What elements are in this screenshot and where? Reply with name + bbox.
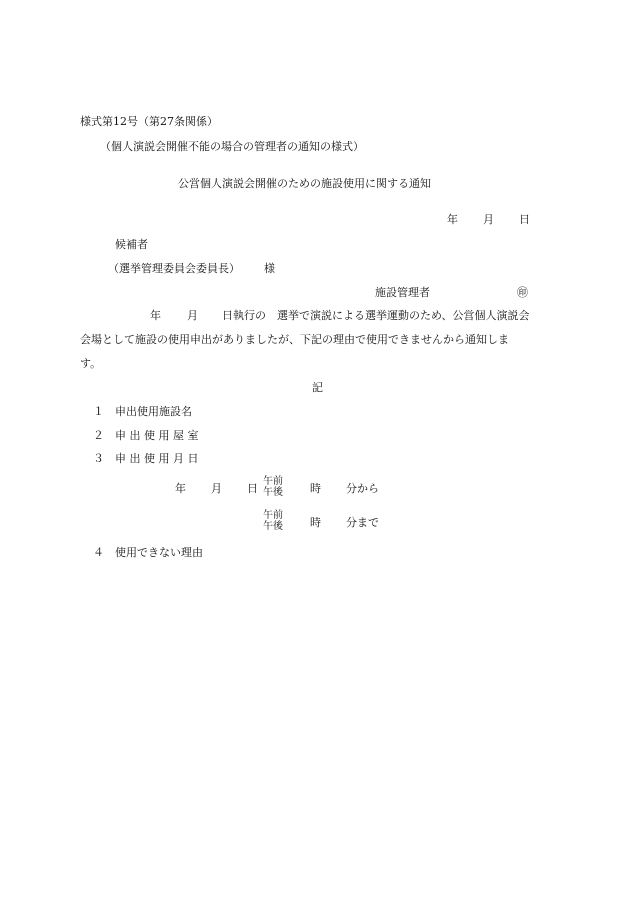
- hour-label-from: 時: [310, 482, 321, 495]
- schedule-month: 月: [211, 482, 222, 495]
- body-day-text: 日執行の 選挙で演説による選挙運動のため、公営個人演説会: [222, 309, 530, 322]
- date-year: 年: [447, 213, 458, 226]
- recipient-committee: （選挙管理委員会委員長）: [108, 262, 240, 275]
- recipient-candidate: 候補者: [115, 238, 148, 251]
- am-pm-stack-until: [263, 510, 283, 532]
- document-title: 公営個人演説会開催のための施設使用に関する通知: [178, 177, 431, 190]
- item-number: ２: [93, 429, 104, 442]
- item-label: 使用できない理由: [115, 546, 203, 559]
- am-pm-stack-from: [263, 476, 283, 498]
- sender-label: 施設管理者: [375, 286, 430, 299]
- body-line-2: 会場として施設の使用申出がありましたが、下記の理由で使用できませんから通知しま: [80, 333, 509, 346]
- date-day: 日: [519, 213, 530, 226]
- until-label: 分まで: [346, 516, 379, 529]
- body-year: 年: [150, 309, 161, 322]
- schedule-day: 日: [247, 482, 258, 495]
- form-number: 様式第12号（第27条関係）: [80, 115, 218, 128]
- from-label: 分から: [346, 482, 379, 495]
- body-month: 月: [187, 309, 198, 322]
- item-number: ３: [93, 452, 104, 465]
- item-number: １: [93, 405, 104, 418]
- body-line-3: す。: [80, 357, 102, 370]
- ki-heading: 記: [312, 381, 323, 394]
- item-label: 申 出 使 用 月 日: [115, 452, 199, 465]
- hour-label-until: 時: [310, 516, 321, 529]
- item-label: 申 出 使 用 屋 室: [115, 429, 199, 442]
- am-label: 午前: [263, 510, 283, 521]
- pm-label: 午後: [263, 487, 283, 498]
- item-number: ４: [93, 546, 104, 559]
- seal-mark: ㊞: [517, 286, 528, 299]
- date-month: 月: [483, 213, 494, 226]
- schedule-year: 年: [175, 482, 186, 495]
- recipient-honorific: 様: [264, 262, 275, 275]
- item-label: 申出使用施設名: [115, 405, 192, 418]
- am-label: 午前: [263, 476, 283, 487]
- form-subtitle: （個人演説会開催不能の場合の管理者の通知の様式）: [100, 140, 364, 153]
- pm-label: 午後: [263, 521, 283, 532]
